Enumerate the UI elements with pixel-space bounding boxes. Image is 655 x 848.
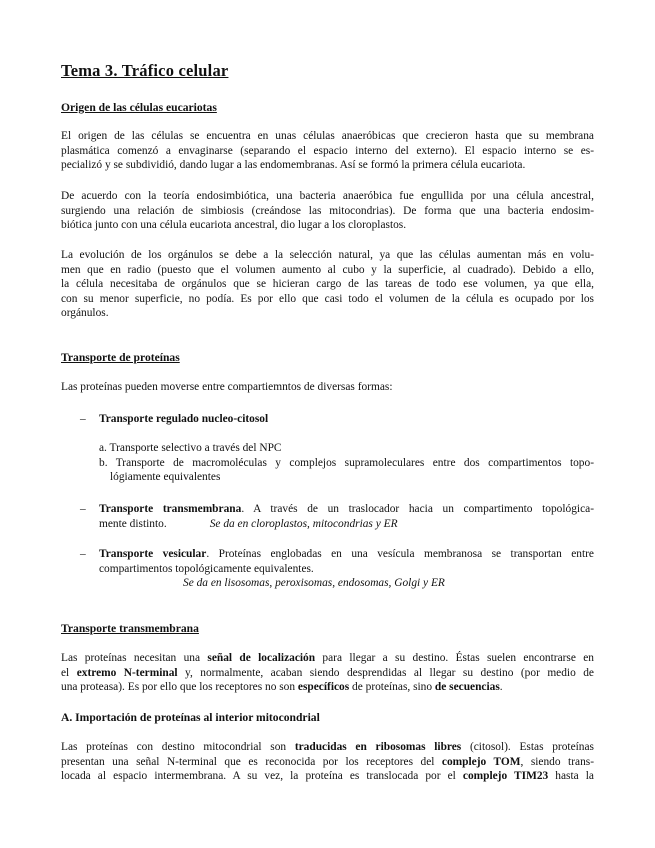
text-run: una proteasa). Es por ello que los receptores no son bbox=[61, 681, 298, 694]
list-item: a. Transporte selectivo a través del NPC bbox=[99, 442, 282, 454]
text-run: (citosol). Estas proteínas bbox=[461, 741, 594, 753]
text-line: pecializó y se subdividió, dando lugar a las endomembranas. Así se formó la primera célula eucariota. bbox=[61, 159, 526, 172]
paragraph-origen-2 bbox=[61, 189, 594, 233]
text-run: , siendo trans- bbox=[520, 755, 594, 768]
text-line bbox=[61, 651, 594, 666]
text-line bbox=[99, 502, 594, 517]
heading-transporte-transmembrana: Transporte transmembrana bbox=[61, 622, 199, 635]
text-line: plasmática comenzó a envaginarse (separando el espacio interno del externo). El espacio interno se es- bbox=[61, 144, 594, 157]
text-run: Las proteínas necesitan una bbox=[61, 652, 208, 664]
list-item: b. Transporte de macromoléculas y complejos supramoleculares entre dos compartimentos topo- bbox=[99, 456, 594, 469]
bullet-dash: – bbox=[80, 413, 86, 425]
bullet-label: Transporte regulado nucleo-citosol bbox=[99, 413, 269, 425]
bullet-note: Se da en cloroplastos, mitocondrias y ER bbox=[209, 517, 398, 530]
bullet-text: mente distinto. bbox=[99, 517, 167, 530]
text-line: De acuerdo con la teoría endosimbiótica, una bacteria anaeróbica fue engullida por una célula ancestral, bbox=[61, 190, 594, 202]
bullet-text: . A través de un traslocador hacia un compartimento topológica- bbox=[241, 503, 595, 515]
heading-importacion-mitocondrial: A. Importación de proteínas al interior mitocondrial bbox=[61, 711, 320, 724]
bullet-text: . Proteínas englobadas en una vesícula membranosa se transportan entre bbox=[206, 548, 594, 560]
text-line: orgánulos. bbox=[61, 307, 109, 320]
text-line bbox=[61, 755, 594, 770]
heading-transporte-proteinas: Transporte de proteínas bbox=[61, 351, 180, 364]
keyword: específicos bbox=[297, 681, 350, 694]
bullet-dash: – bbox=[80, 503, 86, 515]
bullet-transporte-transmembrana bbox=[99, 502, 594, 531]
text-run: de proteínas, sino bbox=[349, 681, 435, 694]
bullet-transporte-vesicular bbox=[99, 547, 594, 591]
bullet-label: Transporte transmembrana bbox=[99, 503, 242, 515]
text-run: hasta la bbox=[548, 770, 594, 783]
text-line bbox=[61, 769, 594, 784]
text-line: men que en radio (puesto que el volumen aumento al cubo y la superficie, al cuadrado). Debido a ello, bbox=[61, 263, 594, 276]
paragraph-origen-3 bbox=[61, 248, 594, 321]
bullet-dash: – bbox=[80, 548, 86, 560]
text-run: locada al espacio intermembrana. A su vez, la proteína es translocada por el bbox=[61, 770, 463, 783]
text-line: compartimentos topológicamente equivalentes. bbox=[99, 562, 314, 575]
bullet-note: Se da en lisosomas, peroxisomas, endosomas, Golgi y ER bbox=[183, 577, 445, 590]
keyword: extremo N-terminal bbox=[76, 666, 178, 679]
heading-origen: Origen de las células eucariotas bbox=[61, 101, 217, 114]
keyword: complejo TOM bbox=[441, 755, 521, 768]
text-run: y, normalmente, acaban siendo desprendidas al llegar su destino (por medio de bbox=[177, 666, 594, 679]
text-line bbox=[99, 547, 594, 562]
text-line bbox=[61, 740, 594, 755]
keyword: complejo TIM23 bbox=[462, 770, 549, 783]
list-item-continuation: lógiamente equivalentes bbox=[110, 471, 221, 484]
text-run: Las proteínas con destino mitocondrial son bbox=[61, 741, 295, 753]
paragraph-importacion bbox=[61, 740, 594, 784]
text-line bbox=[61, 680, 594, 695]
text-run: presentan una señal N-terminal que es reconocida por los receptores del bbox=[61, 755, 442, 768]
keyword: traducidas en ribosomas libres bbox=[294, 741, 462, 753]
text-run: el bbox=[61, 666, 77, 679]
text-line: El origen de las células se encuentra en unas células anaeróbicas que crecieron hasta que su membrana bbox=[61, 130, 594, 142]
text-line: la célula necesitaba de orgánulos que se hicieran cargo de las tareas de todo ese volumen, ya que ella, bbox=[61, 278, 594, 291]
keyword: señal de localización bbox=[207, 652, 316, 664]
text-run: . bbox=[499, 681, 503, 694]
sublist-regulado bbox=[99, 441, 594, 485]
text-line: La evolución de los orgánulos se debe a la selección natural, ya que las células aumentan más en volu- bbox=[61, 249, 594, 261]
text-line bbox=[99, 517, 594, 532]
text-line: biótica junto con una célula eucariota ancestral, dio lugar a los cloroplastos. bbox=[61, 219, 407, 232]
text-line: con su menor superficie, no podía. Es por ello que casi todo el volumen de la célula es ocupado por los bbox=[61, 292, 594, 305]
intro-transporte: Las proteínas pueden moverse entre compartiemntos de diversas formas: bbox=[61, 381, 393, 393]
paragraph-transmembrana bbox=[61, 651, 594, 695]
keyword: de secuencias bbox=[434, 681, 500, 694]
bullet-label: Transporte vesicular bbox=[99, 548, 207, 560]
text-line: surgiendo una relación de simbiosis (creándose las mitocondrias). De forma que una bacteria endosim- bbox=[61, 204, 594, 217]
document-title: Tema 3. Tráfico celular bbox=[61, 61, 229, 80]
text-run: para llegar a su destino. Éstas suelen encontrarse en bbox=[315, 652, 594, 664]
text-line bbox=[61, 666, 594, 681]
bullet-transporte-regulado bbox=[99, 412, 594, 427]
paragraph-origen-1 bbox=[61, 129, 594, 173]
